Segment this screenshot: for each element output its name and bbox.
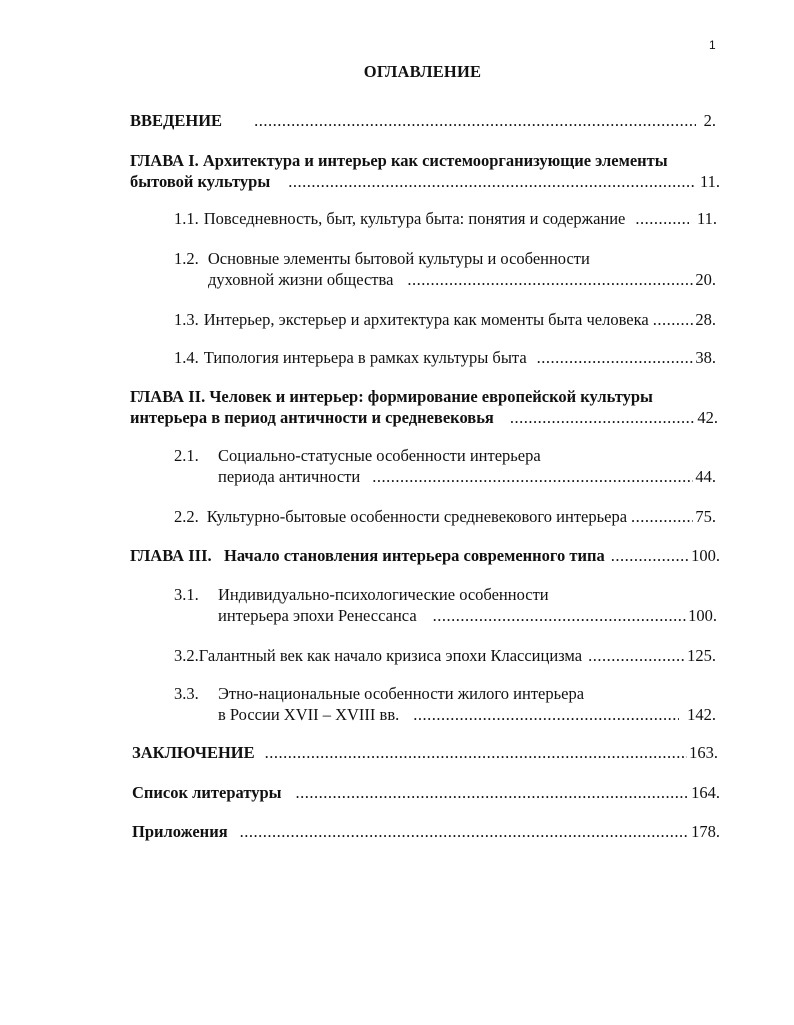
toc-entry-introduction [130, 110, 716, 131]
toc-entry-1-4 [174, 347, 716, 368]
entry-title-line1: ГЛАВА II. Человек и интерьер: формирование европейской культуры [130, 387, 653, 406]
entry-page: 178. [691, 822, 720, 841]
dot-leader [653, 309, 694, 330]
entry-title-line1: Этно-национальные особенности жилого интерьера [218, 684, 585, 703]
dot-leader [265, 742, 688, 763]
entry-number: 1.1. [174, 209, 199, 228]
entry-number: 1.3. [174, 310, 199, 329]
entry-number: 3.3. [174, 684, 199, 703]
toc-entry-2-2 [174, 506, 716, 527]
entry-page: 75. [695, 507, 716, 526]
entry-title-line1: ГЛАВА I. Архитектура и интерьер как системоорганизующие элементы [130, 151, 668, 170]
entry-title: ГЛАВА III. Начало становления интерьера современного типа [130, 546, 605, 565]
entry-page: 164. [691, 783, 720, 802]
dot-leader [537, 347, 694, 368]
entry-title: ВВЕДЕНИЕ [130, 111, 223, 130]
entry-number: 2.2. [174, 507, 199, 526]
entry-number: 1.2. [174, 249, 199, 268]
entry-number: 2.1. [174, 446, 199, 465]
entry-number: 1.4. [174, 348, 199, 367]
dot-leader [611, 545, 689, 566]
toc-entry-2-1 [174, 445, 716, 487]
toc-entry-1-3 [174, 309, 716, 330]
entry-page: 2. [703, 111, 716, 130]
entry-title-line2: интерьера в период античности и средневековья [130, 408, 494, 427]
toc-entry-3-1 [174, 584, 717, 626]
dot-leader [288, 171, 694, 192]
entry-page: 142. [687, 705, 716, 724]
entry-page: 44. [695, 467, 716, 486]
entry-page: 11. [696, 209, 717, 228]
entry-title: Типология интерьера в рамках культуры быта [203, 348, 527, 367]
dot-leader [631, 506, 693, 527]
dot-leader [413, 704, 679, 725]
dot-leader [372, 466, 693, 487]
entry-page: 163. [689, 743, 718, 762]
entry-title: Галантный век как начало кризиса эпохи Классицизма [198, 646, 583, 665]
entry-title: Повседневность, быт, культура быта: понятия и содержание [203, 209, 626, 228]
page-number: 1 [709, 38, 716, 52]
toc-title: ОГЛАВЛЕНИЕ [363, 62, 482, 81]
dot-leader [240, 821, 690, 842]
entry-title-line2: духовной жизни общества [208, 270, 394, 289]
entry-title-line1: Основные элементы бытовой культуры и особенности [207, 249, 590, 268]
toc-entry-1-2 [174, 248, 716, 290]
toc-entry-chapter-1 [130, 150, 720, 192]
entry-title-line2: интерьера эпохи Ренессанса [218, 606, 417, 625]
entry-page: 125. [687, 646, 716, 665]
entry-title-line1: Индивидуально-психологические особенности [218, 585, 549, 604]
entry-page: 100. [688, 606, 717, 625]
dot-leader [588, 645, 685, 666]
entry-number: 3.2. [174, 646, 199, 665]
entry-title-line2: в России XVII – XVIII вв. [218, 705, 400, 724]
toc-entry-3-3 [174, 683, 716, 725]
entry-title: Культурно-бытовые особенности средневекового интерьера [206, 507, 628, 526]
toc-entry-conclusion [132, 742, 718, 763]
dot-leader [254, 110, 696, 131]
dot-leader [510, 407, 696, 428]
entry-title: Интерьер, экстерьер и архитектура как моменты быта человека [203, 310, 649, 329]
entry-title: ЗАКЛЮЧЕНИЕ [132, 743, 255, 762]
entry-page: 11. [699, 172, 720, 191]
entry-title: Приложения [132, 822, 228, 841]
entry-page: 100. [691, 546, 720, 565]
entry-page: 28. [695, 310, 716, 329]
entry-page: 42. [697, 408, 718, 427]
toc-entry-3-2 [174, 645, 716, 666]
dot-leader [433, 605, 686, 626]
toc-entry-appendices [132, 821, 720, 842]
dot-leader [407, 269, 693, 290]
dot-leader [635, 208, 689, 229]
entry-page: 20. [695, 270, 716, 289]
dot-leader [296, 782, 690, 803]
toc-entry-1-1 [174, 208, 717, 229]
entry-number: 3.1. [174, 585, 199, 604]
toc-entry-bibliography [132, 782, 720, 803]
entry-title-line1: Социально-статусные особенности интерьера [218, 446, 541, 465]
entry-title-line2: периода античности [218, 467, 361, 486]
toc-entry-chapter-3 [130, 545, 720, 566]
entry-title-line2: бытовой культуры [130, 172, 271, 191]
entry-page: 38. [695, 348, 716, 367]
toc-entry-chapter-2 [130, 386, 718, 428]
entry-title: Список литературы [132, 783, 282, 802]
